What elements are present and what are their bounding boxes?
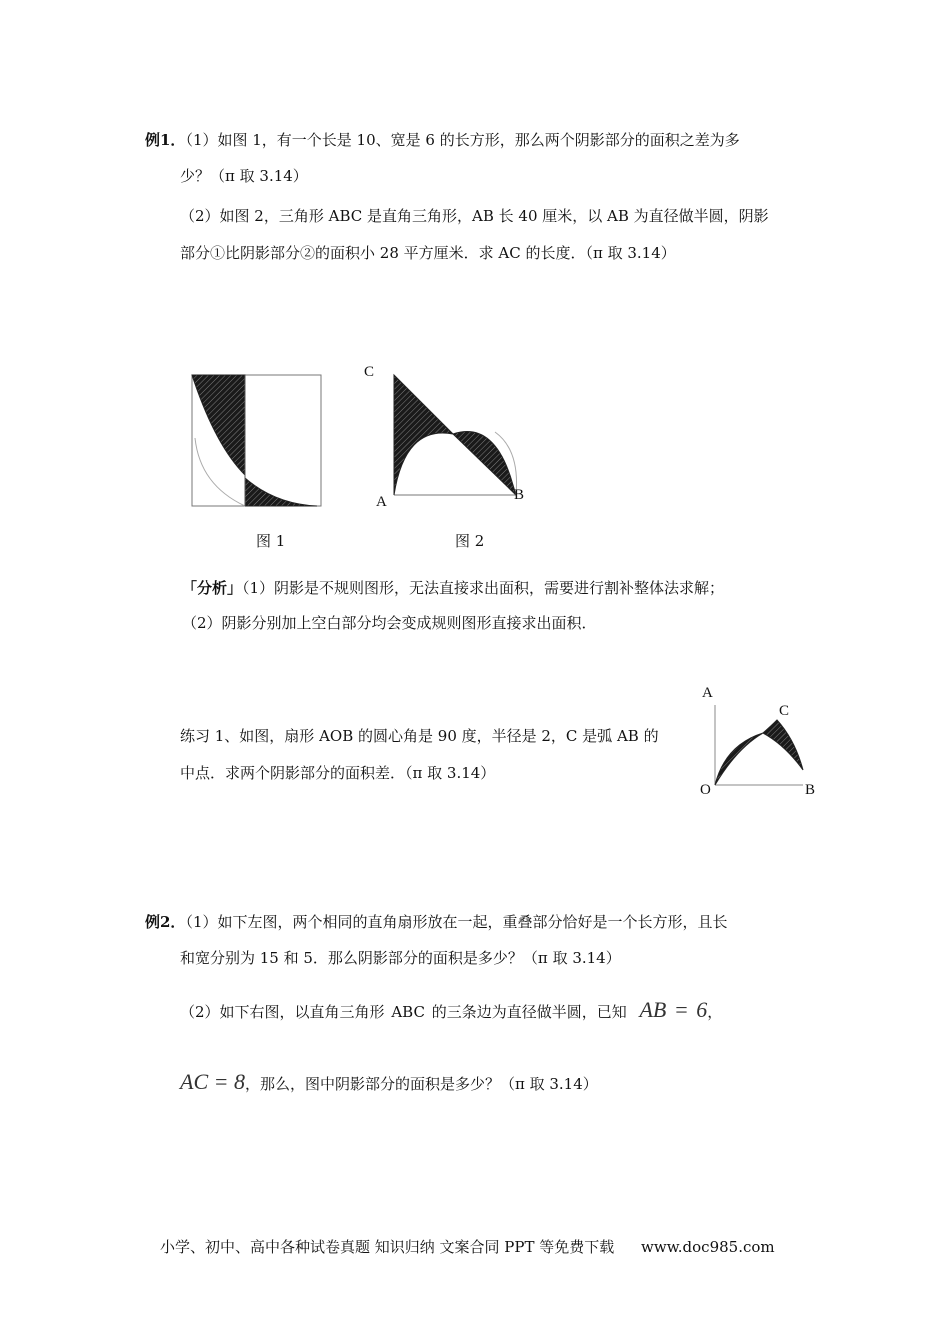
figure1-caption: 图 1 [256,532,286,550]
fig2-shaded-region-1 [394,375,453,495]
example1-part2-line2: 部分①比阴影部分②的面积小 28 平方厘米．求 AC 的长度．（π 取 3.14） [180,244,676,262]
example2-part1-text: （1）如下左图，两个相同的直角扇形放在一起，重叠部分恰好是一个长方形，且长 [185,913,728,931]
footer-text: 小学、初中、高中各种试卷真题 知识归纳 文案合同 PPT 等免费下载 [160,1238,615,1256]
figure2-diagram [385,370,530,500]
figure2-caption: 图 2 [455,532,485,550]
figure1-diagram [185,370,330,515]
example2-part2-line1 [180,997,723,1022]
practice-label-a: A [702,685,713,701]
practice1-diagram [705,700,815,790]
example2-part1-line2: 和宽分别为 15 和 5．那么阴影部分的面积是多少？（π 取 3.14） [180,949,621,967]
practice1-line1: 练习 1、如图，扇形 AOB 的圆心角是 90 度，半径是 2，C 是弧 AB 的 [180,727,659,745]
example2-comma: ， [707,1003,723,1021]
footer [160,1236,781,1257]
analysis-text1: （1）阴影是不规则图形，无法直接求出面积，需要进行割补整体法求解； [242,579,725,597]
analysis-line2: （2）阴影分别加上空白部分均会变成规则图形直接求出面积． [182,614,597,632]
fig1-shaded-region-2 [245,478,317,506]
footer-site-link[interactable]: www.doc985.com [641,1238,775,1256]
example2-label: 例2． [145,913,186,931]
fig2-label-a: A [376,494,387,510]
example2-part2-text2: ，那么，图中阴影部分的面积是多少？（π 取 3.14） [244,1075,598,1093]
example1-part1-line2: 少？（π 取 3.14） [180,167,308,185]
practice-label-c: C [779,703,790,719]
practice-label-b: B [805,782,816,798]
practice-shaded-region-1 [715,733,763,785]
practice1-line2: 中点．求两个阴影部分的面积差．（π 取 3.14） [180,764,496,782]
example1-label: 例1． [145,131,186,149]
analysis-line1 [182,578,724,598]
practice-label-o: O [700,782,711,798]
practice-shaded-region-2 [763,720,803,770]
example2-line1 [145,912,728,932]
example2-part2-text: （2）如下右图，以直角三角形 ABC 的三条边为直径做半圆，已知 [180,1003,627,1021]
analysis-label: 「分析」 [182,579,243,597]
example1-part1-text: （1）如图 1，有一个长是 10、宽是 6 的长方形，那么两个阴影部分的面积之差为多 [185,131,740,149]
example1-line1 [145,130,740,150]
math-ac-equals-8: AC = 8 [180,1069,245,1094]
example1-part2-line1: （2）如图 2，三角形 ABC 是直角三角形，AB 长 40 厘米，以 AB 为直径做半圆，阴影 [180,207,769,225]
fig2-shaded-region-2 [453,432,516,495]
example2-part2-line2 [180,1069,598,1094]
math-ab-equals-6: AB = 6 [639,997,708,1022]
fig2-label-c: C [364,364,375,380]
fig2-label-b: B [514,487,525,503]
